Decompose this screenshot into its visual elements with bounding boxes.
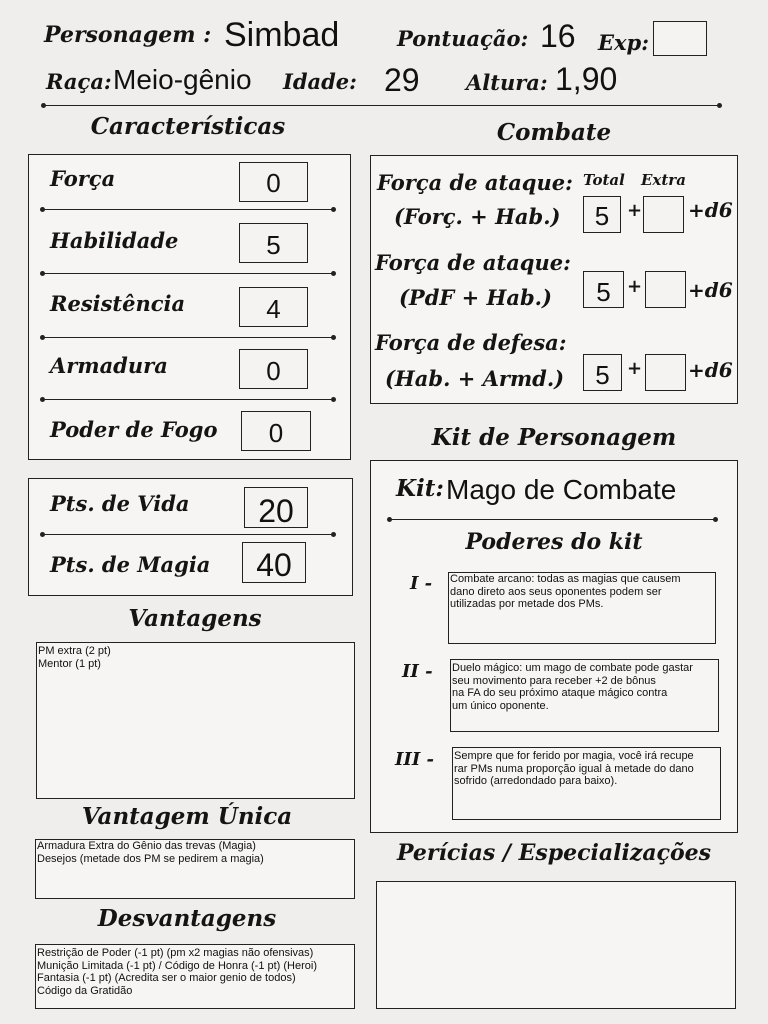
combate-title: Combate [496,119,612,146]
combate-row2-line1: Força de ataque: [375,250,571,275]
combate-row1-extra[interactable] [643,196,684,233]
combate-row3-total[interactable]: 5 [583,354,622,391]
power-2-number: II - [402,661,433,682]
power-1-number: I - [410,573,433,594]
combate-row1-total[interactable]: 5 [583,196,621,233]
attr-label-armadura: Armadura [50,353,168,378]
divider-dot [331,335,336,340]
caracteristicas-title: Características [90,113,286,140]
attr-value-resistencia[interactable]: 4 [239,287,308,327]
desvantagens-title: Desvantagens [97,905,277,932]
combate-row3-line1: Força de defesa: [375,330,567,355]
idade-label: Idade: [283,69,357,94]
divider-dot [717,103,722,108]
divider-dot [331,532,336,537]
magia-value[interactable]: 40 [242,542,306,583]
kit-divider [390,519,715,520]
personagem-value[interactable]: Simbad [224,16,340,54]
pericias-title: Perícias / Especializações [396,840,712,866]
divider-dot [331,271,336,276]
combate-row1-line1: Força de ataque: [377,170,573,195]
attr-label-resistencia: Resistência [50,291,186,316]
pontuacao-value[interactable]: 16 [540,18,576,54]
raca-value[interactable]: Meio-gênio [113,64,252,95]
personagem-label: Personagem : [44,22,212,48]
attr-label-forca: Força [50,166,116,191]
magia-label: Pts. de Magia [50,552,211,577]
header-divider [44,105,719,106]
pericias-text[interactable] [379,884,731,1004]
raca-label: Raça: [46,69,112,94]
pontos-divider [43,534,333,535]
attr-value-poder-de-fogo[interactable]: 0 [241,411,311,451]
power-3-text[interactable]: Sempre que for ferido por magia, você irá recupe rar PMs numa proporção igual à metade do dano sofrido (arredondado para baixo). [454,750,694,787]
extra-label: Extra [641,171,686,189]
vantagens-text[interactable]: PM extra (2 pt) Mentor (1 pt) [38,645,111,670]
altura-value[interactable]: 1,90 [555,61,618,97]
vantagem-unica-title: Vantagem Única [81,803,293,830]
pontuacao-label: Pontuação: [397,26,529,51]
attr-label-habilidade: Habilidade [50,228,179,253]
power-1-text[interactable]: Combate arcano: todas as magias que causem dano direto aos seus oponentes podem ser utilizadas por metade dos PMs. [450,573,681,610]
attr-value-armadura[interactable]: 0 [239,349,308,389]
vantagem-unica-text[interactable]: Armadura Extra do Gênio das trevas (Magia) Desejos (metade dos PM se pedirem a magia) [37,840,264,865]
desvantagens-text[interactable]: Restrição de Poder (-1 pt) (pm x2 magias não ofensivas) Munição Limitada (-1 pt) / Código de Honra (-1 pt) (Heroi) Fantasia (-1 pt) (Acredita ser o maior genio de todos) Código da Gratidão [37,947,318,997]
attr-label-poder-de-fogo: Poder de Fogo [50,417,218,442]
combate-row2-line2: (PdF + Hab.) [399,285,552,310]
kit-label: Kit: [396,475,444,502]
attr-divider [43,209,333,210]
divider-dot [713,517,718,522]
divider-dot [331,207,336,212]
combate-row2-dice: +d6 [688,278,733,302]
attr-divider [43,337,333,338]
attr-divider [43,273,333,274]
combate-row3-dice: +d6 [688,358,733,382]
power-3-number: III - [395,749,434,770]
poderes-title: Poderes do kit [465,529,643,555]
combate-row1-dice: +d6 [688,198,733,222]
attr-value-habilidade[interactable]: 5 [239,223,308,263]
combate-row1-line2: (Forç. + Hab.) [394,204,561,229]
vida-label: Pts. de Vida [50,491,190,516]
vantagens-title: Vantagens [128,605,262,632]
kit-value[interactable]: Mago de Combate [446,474,677,505]
combate-row3-extra[interactable] [645,354,686,391]
total-label: Total [583,171,625,189]
power-2-text[interactable]: Duelo mágico: um mago de combate pode gastar seu movimento para receber +2 de bônus na FA do seu próximo ataque mágico contra um único oponente. [452,662,693,712]
vida-value[interactable]: 20 [244,487,308,528]
combate-row2-plus: + [627,276,643,297]
combate-row1-plus: + [627,200,643,221]
combate-row3-plus: + [627,358,643,379]
altura-label: Altura: [466,70,548,95]
combate-row3-line2: (Hab. + Armd.) [385,366,565,391]
divider-dot [331,397,336,402]
kit-title: Kit de Personagem [431,424,677,451]
attr-divider [43,399,333,400]
exp-label: Exp: [598,30,649,55]
exp-field[interactable] [653,21,707,56]
attr-value-forca[interactable]: 0 [239,162,308,202]
combate-row2-extra[interactable] [645,271,686,308]
idade-value[interactable]: 29 [384,62,420,98]
combate-row2-total[interactable]: 5 [583,271,624,308]
